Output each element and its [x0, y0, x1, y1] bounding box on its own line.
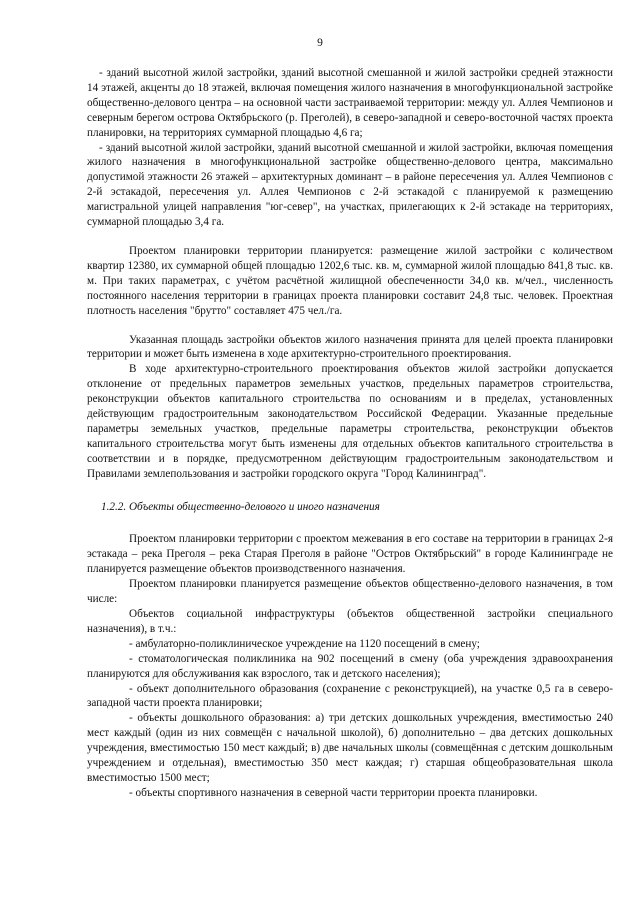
page-number: 9: [317, 37, 323, 49]
paragraph-housing-summary: Проектом планировки территории планируется: размещение жилой застройки с количеством квартир 12380, их суммарной общей площадью 1202,6 тыс. кв. м, суммарной жилой площадью 841,8 тыс. кв. м. При таких параметрах, с учётом расчётной жилищной обеспеченности 34,0 кв. м/чел., численность постоянного населения территории в границах проекта планировки составит 24,8 тыс. человек. Проектная плотность населения "брутто" составляет 475 чел./га.: [87, 244, 613, 317]
list-item: - объекты спортивного назначения в северной части территории проекта планировки.: [129, 786, 538, 799]
list-item: - стоматологическая поликлиника на 902 посещений в смену (оба учреждения здравоохранения планируются для обслуживания как взрослого, так и детского населения);: [87, 652, 613, 680]
document-body: [87, 66, 613, 801]
paragraph-public-business: Проектом планировки планируется размещение объектов общественно-делового назначения, в том числе:: [87, 578, 613, 606]
paragraph-deviation-note: В ходе архитектурно-строительного проектирования объектов жилой застройки допускается отклонение от предельных параметров земельных участков, предельных параметров строительства, реконструкции объектов капитального строительства по основаниям и в пределах, установленных действующим градостроительным законодательством Российской Федерации. Указанные предельные параметры земельных участков, предельные параметры строительства, реконструкции объектов капитального строительства могут быть изменены для отдельных объектов капитального строительства в соответствии и в порядке, предусмотренном действующим градостроительным законодательством и Правилами землепользования и застройки городского округа "Город Калининград".: [87, 363, 613, 480]
list-item: - объект дополнительного образования (сохранение с реконструкцией), на участке 0,5 га в северо-западной части проекта планировки;: [87, 682, 613, 710]
paragraph-high-rise-14-floors: - зданий высотной жилой застройки, зданий высотной смешанной и жилой застройки средней этажности 14 этажей, акценты до 18 этажей, включая помещения жилого назначения в многофункциональной застройке общественно-делового центра – на основной части застраиваемой территории: между ул. Аллея Чемпионов и северным берегом острова Октябрьского (р. Преголей), в северо-западной и северо-восточной частях проекта планировки, на территориях суммарной площадью 4,6 га;: [87, 67, 613, 139]
paragraph-no-industrial: Проектом планировки территории с проектом межевания в его составе на территории в границах 2-я эстакада – река Преголя – река Старая Преголя в районе "Остров Октябрьский" в городе Калининграде не планируется размещение объектов производственного назначения.: [87, 533, 613, 576]
paragraph-area-note: Указанная площадь застройки объектов жилого назначения принята для целей проекта планировки территории и может быть изменена в ходе архитектурно-строительного проектирования.: [87, 333, 613, 361]
paragraph-social-infrastructure: Объектов социальной инфраструктуры (объектов общественной застройки специального назначения), в т.ч.:: [87, 608, 613, 635]
paragraph-high-rise-26-floors: - зданий высотной жилой застройки, зданий высотной смешанной и жилой застройки, включая помещения жилого назначения в многофункциональной застройке общественно-делового центра, максимально допустимой этажности 26 этажей – архитектурных доминант – в районе пересечения ул. Аллея Чемпионов с 2-й эстакадой, пересечения ул. Аллея Чемпионов с 2-й эстакадой с планируемой к размещению магистральной улицей направления "юг-север", на участках, прилегающих к 2-й эстакаде на территориях, суммарной площадью 3,4 га.: [87, 141, 613, 229]
section-heading: 1.2.2. Объекты общественно-делового и иного назначения: [101, 500, 380, 513]
list-item: - объекты дошкольного образования: а) три детских дошкольных учреждения, вместимостью 240 мест каждый (один из них совмещён с начальной школой), б) дополнительно – два детских дошкольных учреждения, вместимостью 150 мест каждый; в) две начальных школы (совмещённая с детским дошкольным учреждением и отдельная), вместимостью 350 мест каждая; г) старшая общеобразовательная школа вместимостью 1500 мест;: [87, 712, 613, 784]
list-item: - амбулаторно-поликлиническое учреждение на 1120 посещений в смену;: [129, 637, 480, 650]
